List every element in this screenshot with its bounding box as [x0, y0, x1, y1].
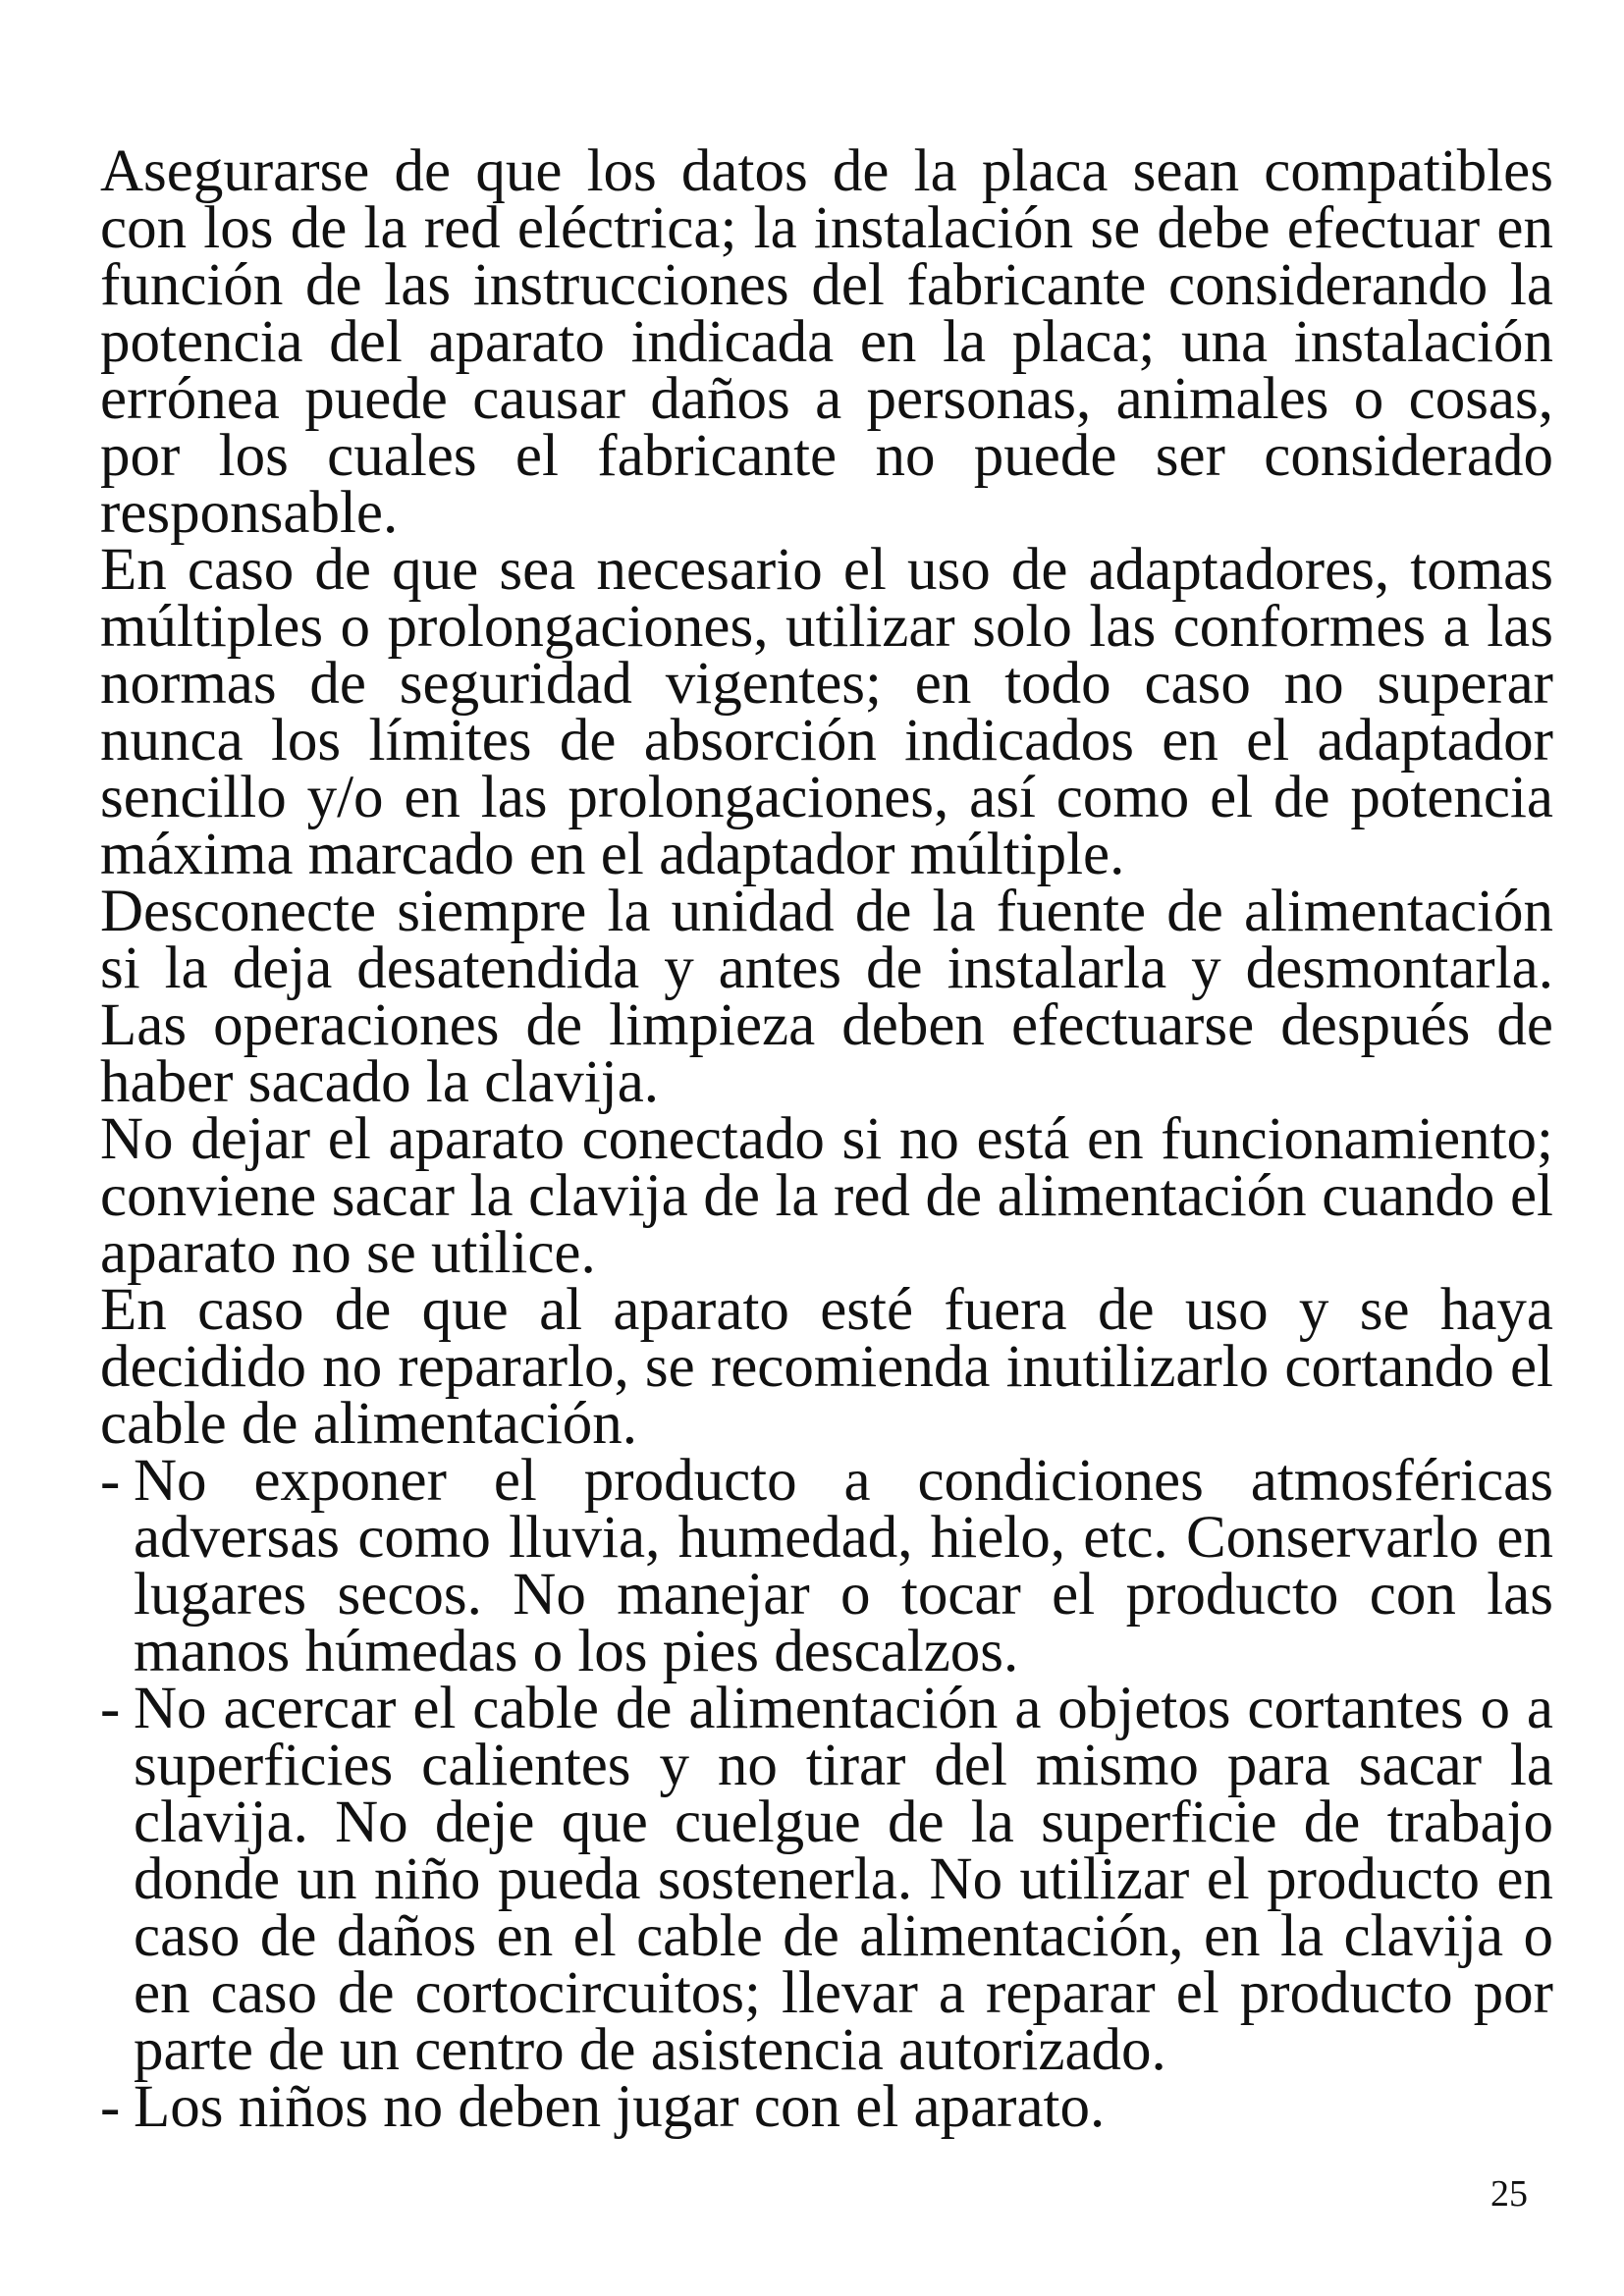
paragraph-disconnect: Desconecte siempre la unidad de la fuente de alimentación si la deja desatendida y antes de instalarla y desmontarla. Las operaciones de limpieza deben efectuarse después de haber sacado la clavija. [100, 879, 1553, 1115]
bullet-dash: - [100, 1448, 121, 1514]
page-number: 25 [1490, 2173, 1528, 2215]
bullet-text-weather: No exponer el producto a condiciones atmosféricas adversas como lluvia, humedad, hielo, etc. Conservarlo en lugares secos. No manejar o tocar el producto con las manos húmedas o los pies descalzos. [134, 1448, 1553, 1684]
paragraph-adapters: En caso de que sea necesario el uso de adaptadores, tomas múltiples o prolongaciones, utilizar solo las conformes a las normas de seguridad vigentes; en todo caso no superar nunca los límites de absorción indicados en el adaptador sencillo y/o en las prolongaciones, así como el de potencia máxima marcado en el adaptador múltiple. [100, 537, 1553, 887]
bullet-dash: - [100, 2074, 121, 2140]
paragraph-unplug-when-idle: No dejar el aparato conectado si no está en funcionamiento; conviene sacar la clavija de la red de alimentación cuando el aparato no se utilice. [100, 1106, 1553, 1286]
paragraph-plate-compatibility: Asegurarse de que los datos de la placa sean compatibles con los de la red eléctrica; la instalación se debe efectuar en función de las instrucciones del fabricante considerando la potencia del aparato indicada en la placa; una instalación errónea puede causar daños a personas, animales o cosas, por los cuales el fabricante no puede ser considerado responsable. [100, 138, 1553, 546]
list-item [100, 1676, 1553, 2083]
bullet-text-power-cable: No acercar el cable de alimentación a objetos cortantes o a superficies calientes y no tirar del mismo para sacar la clavija. No deje que cuelgue de la superficie de trabajo donde un niño pueda sostenerla. No utilizar el producto en caso de daños en el cable de alimentación, en la clavija o en caso de cortocircuitos; llevar a reparar el producto por parte de un centro de asistencia autorizado. [134, 1676, 1553, 2083]
safety-bullet-list [100, 1448, 1553, 2140]
bullet-dash: - [100, 1676, 121, 1741]
paragraph-disposal: En caso de que al aparato esté fuera de uso y se haya decidido no repararlo, se recomienda inutilizarlo cortando el cable de alimentación. [100, 1277, 1553, 1457]
bullet-text-children: Los niños no deben jugar con el aparato. [134, 2074, 1106, 2140]
list-item [100, 1448, 1553, 1684]
list-item [100, 2074, 1553, 2140]
body-text [100, 138, 1553, 2140]
